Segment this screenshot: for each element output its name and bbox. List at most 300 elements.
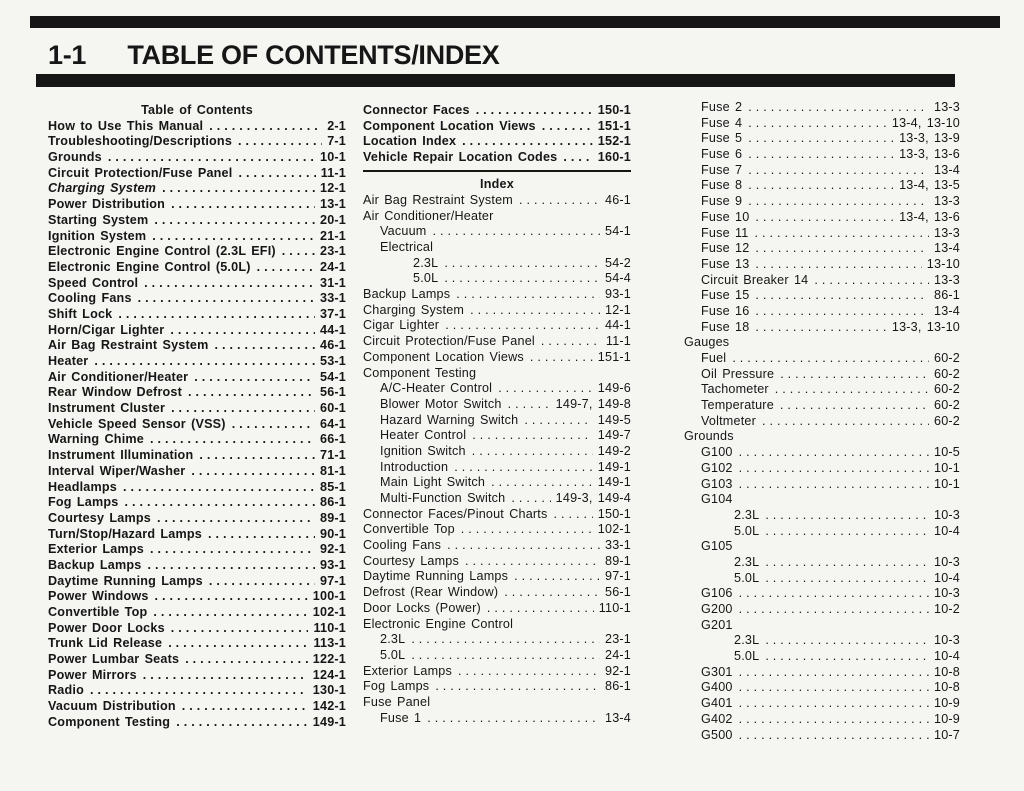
dot-leader	[732, 351, 929, 367]
entry-page: 93-1	[319, 557, 346, 572]
entry-label: Backup Lamps	[48, 557, 142, 572]
entry-label: G106	[701, 586, 733, 601]
entry-page: 13-4	[604, 710, 631, 725]
entry-page: 54-2	[604, 255, 631, 270]
entry-page: 149-1	[597, 459, 631, 474]
entry-label: Instrument Cluster	[48, 401, 166, 416]
dot-leader	[739, 665, 929, 681]
toc-entry	[48, 166, 346, 182]
dot-leader	[739, 728, 929, 744]
toc-entry	[363, 428, 631, 444]
toc-entry	[684, 680, 960, 696]
toc-entry	[684, 602, 960, 618]
toc-entry	[48, 213, 346, 229]
entry-label: A/C-Heater Control	[380, 381, 493, 396]
entry-label: Headlamps	[48, 479, 117, 494]
entry-page: 13-3, 13-9	[899, 131, 960, 146]
dot-leader	[530, 350, 593, 366]
toc-entry	[684, 241, 960, 257]
toc-list	[48, 119, 346, 731]
entry-label: 2.3L	[734, 554, 760, 569]
entry-label: Heater Control	[380, 428, 467, 443]
entry-label: Heater	[48, 354, 89, 368]
entry-label: G102	[701, 460, 733, 475]
toc-entry	[48, 605, 346, 621]
toc-entry	[684, 116, 960, 132]
entry-label: Component Testing	[363, 365, 477, 380]
entry-label: Introduction	[380, 459, 449, 474]
entry-label: Circuit Protection/Fuse Panel	[48, 165, 233, 180]
entry-label: Multi-Function Switch	[380, 491, 506, 505]
toc-entry	[363, 150, 631, 166]
entry-label: Radio	[48, 683, 84, 698]
entry-label: Fuse 9	[701, 194, 743, 209]
dot-leader	[476, 103, 593, 119]
toc-entry	[684, 696, 960, 712]
entry-page: 149-6	[597, 381, 631, 396]
entry-page: 13-3	[933, 225, 960, 240]
entry-page: 110-1	[598, 600, 631, 615]
dot-leader	[739, 477, 929, 493]
dot-leader	[775, 382, 929, 398]
toc-entry	[48, 448, 346, 464]
toc-entry	[684, 257, 960, 273]
entry-label: Connector Faces	[363, 103, 470, 117]
entry-label: Courtesy Lamps	[363, 553, 459, 568]
dot-leader	[214, 338, 315, 354]
dot-leader	[282, 244, 315, 260]
entry-page: 11-1	[605, 334, 631, 349]
entry-label: Fuse 18	[701, 319, 750, 334]
toc-entry	[48, 150, 346, 166]
toc-entry	[684, 194, 960, 210]
index-list	[363, 193, 631, 726]
entry-page: 13-4	[933, 303, 960, 318]
entry-page: 81-1	[319, 463, 346, 478]
entry-page: 113-1	[313, 636, 346, 651]
dot-leader	[182, 699, 308, 715]
index-list-continued	[684, 100, 960, 743]
dot-leader	[472, 428, 593, 444]
entry-label: 2.3L	[413, 255, 439, 270]
toc-entry	[363, 366, 631, 382]
entry-page: 10-5	[933, 445, 960, 460]
entry-page: 89-1	[319, 510, 346, 525]
entry-page: 10-1	[933, 476, 960, 491]
dot-leader	[209, 119, 322, 135]
entry-page: 150-1	[597, 506, 631, 521]
entry-label: Fuse 6	[701, 147, 743, 162]
toc-entry	[684, 728, 960, 744]
entry-label: G103	[701, 476, 733, 491]
toc-entry	[684, 555, 960, 571]
toc-entry	[48, 621, 346, 637]
dot-leader	[143, 668, 308, 684]
entry-label: Horn/Cigar Lighter	[48, 322, 165, 337]
toc-entry	[684, 351, 960, 367]
toc-entry	[48, 464, 346, 480]
entry-page: 160-1	[597, 150, 631, 165]
dot-leader	[754, 226, 929, 242]
toc-entry	[48, 652, 346, 668]
toc-entry	[684, 398, 960, 414]
dot-leader	[765, 633, 929, 649]
toc-entry	[363, 224, 631, 240]
toc-entry	[48, 370, 346, 386]
entry-label: Charging System	[48, 181, 157, 196]
entry-page: 64-1	[319, 416, 346, 431]
entry-label: Fuse 10	[701, 209, 750, 224]
dot-leader	[138, 291, 315, 307]
dot-leader	[456, 287, 600, 303]
dot-leader	[470, 303, 600, 319]
entry-label: Exterior Lamps	[48, 542, 144, 557]
entry-label: Defrost (Rear Window)	[363, 585, 499, 600]
entry-label: Fog Lamps	[48, 495, 119, 510]
entry-label: 5.0L	[413, 271, 439, 286]
dot-leader	[739, 680, 929, 696]
toc-entry	[684, 712, 960, 728]
dot-leader	[458, 664, 600, 680]
entry-page: 10-4	[933, 570, 960, 585]
toc-entry	[363, 103, 631, 119]
entry-page: 152-1	[597, 134, 631, 149]
toc-entry	[48, 181, 346, 197]
toc-entry	[48, 197, 346, 213]
entry-page: 13-3	[933, 194, 960, 209]
dot-leader	[498, 381, 593, 397]
entry-label: Circuit Breaker 14	[701, 272, 809, 287]
toc-entry	[363, 413, 631, 429]
entry-label: Component Testing	[48, 714, 171, 729]
toc-entry	[363, 475, 631, 491]
entry-page: 46-1	[604, 192, 631, 207]
section-divider	[363, 170, 631, 173]
entry-page: 60-2	[933, 398, 960, 413]
entry-label: Warning Chime	[48, 432, 144, 447]
entry-label: G100	[701, 445, 733, 460]
entry-label: Instrument Illumination	[48, 448, 194, 463]
entry-label: 5.0L	[734, 523, 760, 538]
toc-entry	[363, 334, 631, 350]
dot-leader	[504, 585, 600, 601]
dot-leader	[739, 461, 929, 477]
toc-entry	[48, 134, 346, 150]
entry-label: Electrical	[380, 240, 434, 254]
toc-entry	[684, 382, 960, 398]
toc-entry	[48, 715, 346, 731]
entry-page: 24-1	[604, 647, 631, 662]
entry-page: 97-1	[319, 573, 346, 588]
toc-entry	[684, 273, 960, 289]
entry-label: Grounds	[48, 150, 102, 165]
entry-label: Air Conditioner/Heater	[48, 369, 189, 384]
toc-entry	[684, 100, 960, 116]
entry-label: G105	[701, 539, 733, 554]
entry-label: Backup Lamps	[363, 287, 451, 302]
dot-leader	[411, 632, 600, 648]
entry-label: G201	[701, 617, 733, 632]
entry-page: 124-1	[312, 667, 346, 682]
toc-entry	[684, 210, 960, 226]
entry-page: 44-1	[319, 322, 346, 337]
dot-leader	[765, 649, 929, 665]
entry-page: 149-1	[312, 714, 346, 729]
entry-page: 44-1	[604, 318, 631, 333]
entry-page: 13-10	[926, 256, 960, 271]
entry-label: Fuse Panel	[363, 694, 431, 709]
toc-entry	[363, 193, 631, 209]
toc-entry	[684, 288, 960, 304]
entry-page: 54-4	[604, 271, 631, 286]
toc-entry	[48, 668, 346, 684]
dot-leader	[765, 508, 929, 524]
toc-entry	[48, 542, 346, 558]
dot-leader	[780, 367, 929, 383]
entry-page: 10-4	[933, 649, 960, 664]
toc-entry	[363, 664, 631, 680]
entry-page: 149-3, 149-4	[555, 491, 631, 505]
dot-leader	[118, 307, 315, 323]
toc-entry	[363, 711, 631, 727]
entry-label: Fuse 16	[701, 303, 750, 318]
entry-label: Fuse 5	[701, 131, 743, 146]
toc-entry	[363, 350, 631, 366]
toc-entry	[48, 480, 346, 496]
toc-entry	[684, 335, 960, 351]
entry-label: Fuse 2	[701, 100, 743, 114]
page-header	[48, 41, 499, 69]
toc-entry	[684, 539, 960, 555]
toc-entry	[684, 367, 960, 383]
entry-label: Power Lumbar Seats	[48, 652, 180, 667]
entry-label: Ignition System	[48, 228, 147, 243]
toc-entry	[684, 178, 960, 194]
entry-label: Gauges	[684, 335, 730, 350]
entry-label: G500	[701, 727, 733, 742]
dot-leader	[168, 636, 308, 652]
entry-page: 23-1	[604, 632, 631, 647]
toc-entry	[363, 460, 631, 476]
toc-entry	[363, 522, 631, 538]
entry-page: 10-1	[319, 150, 346, 165]
entry-page: 130-1	[312, 683, 346, 698]
toc-entry	[363, 271, 631, 287]
entry-page: 86-1	[604, 679, 631, 694]
dot-leader	[739, 696, 929, 712]
entry-page: 149-7	[597, 428, 631, 443]
entry-page: 92-1	[319, 542, 346, 557]
entry-page: 149-5	[597, 412, 631, 427]
dot-leader	[199, 448, 315, 464]
entry-label: Air Conditioner/Heater	[363, 208, 494, 223]
dot-leader	[90, 683, 308, 699]
entry-page: 13-4, 13-5	[899, 178, 960, 193]
entry-page: 10-1	[933, 460, 960, 475]
dot-leader	[462, 134, 593, 150]
entry-label: Trunk Lid Release	[48, 636, 163, 651]
entry-page: 151-1	[597, 118, 631, 133]
entry-page: 142-1	[312, 699, 346, 714]
entry-page: 7-1	[327, 134, 346, 149]
dot-leader	[444, 256, 600, 272]
entry-page: 150-1	[597, 103, 631, 117]
entry-label: Fuse 1	[380, 710, 422, 725]
entry-page: 92-1	[604, 663, 631, 678]
entry-label: Cooling Fans	[363, 538, 442, 553]
dot-leader	[257, 260, 315, 276]
index-column-3	[684, 100, 960, 743]
toc-entry	[684, 508, 960, 524]
dot-leader	[444, 271, 600, 287]
entry-label: Vacuum	[380, 224, 427, 239]
dot-leader	[171, 621, 309, 637]
entry-label: Voltmeter	[701, 413, 756, 428]
dot-leader	[748, 100, 929, 116]
entry-label: Convertible Top	[48, 605, 148, 619]
dot-leader	[755, 257, 921, 273]
entry-label: Courtesy Lamps	[48, 510, 151, 525]
dot-leader	[762, 414, 929, 430]
toc-entry	[48, 338, 346, 354]
toc-entry	[48, 291, 346, 307]
toc-entry	[684, 524, 960, 540]
dot-leader	[157, 511, 315, 527]
dot-leader	[765, 555, 929, 571]
entry-label: Blower Motor Switch	[380, 396, 502, 411]
entry-page: 10-7	[933, 727, 960, 742]
toc-entry	[48, 119, 346, 135]
toc-entry	[363, 119, 631, 135]
dot-leader	[108, 150, 315, 166]
toc-entry	[684, 414, 960, 430]
toc-column-1	[48, 103, 346, 731]
entry-page: 86-1	[933, 288, 960, 303]
entry-label: Component Location Views	[363, 349, 524, 364]
dot-leader	[153, 605, 307, 621]
entry-page: 13-4	[933, 241, 960, 256]
entry-label: G401	[701, 696, 733, 711]
dot-leader	[94, 354, 315, 370]
dot-leader	[150, 432, 315, 448]
toc-entry	[684, 226, 960, 242]
dot-leader	[780, 398, 929, 414]
toc-entry	[684, 633, 960, 649]
entry-page: 13-3	[933, 100, 960, 114]
dot-leader	[511, 491, 550, 507]
entry-page: 13-3	[933, 272, 960, 287]
dot-leader	[238, 166, 315, 182]
entry-label: Electronic Engine Control (5.0L)	[48, 259, 251, 274]
index-heading: Index	[480, 177, 514, 192]
entry-page: 10-8	[933, 664, 960, 679]
entry-label: Temperature	[701, 398, 774, 413]
entry-page: 11-1	[320, 165, 346, 180]
entry-label: G400	[701, 680, 733, 695]
toc-entry	[684, 320, 960, 336]
dot-leader	[454, 460, 593, 476]
dot-leader	[155, 589, 308, 605]
entry-label: Electronic Engine Control (2.3L EFI)	[48, 244, 276, 259]
dot-leader	[432, 224, 600, 240]
entry-page: 53-1	[319, 354, 346, 368]
dot-leader	[765, 524, 929, 540]
dot-leader	[170, 323, 315, 339]
toc-entry	[684, 477, 960, 493]
entry-page: 10-9	[933, 696, 960, 711]
entry-page: 31-1	[319, 275, 346, 290]
entry-page: 151-1	[597, 349, 631, 364]
dot-leader	[445, 318, 600, 334]
toc-entry	[684, 131, 960, 147]
dot-leader	[472, 444, 593, 460]
entry-page: 60-2	[933, 382, 960, 397]
dot-leader	[755, 288, 929, 304]
dot-leader	[748, 116, 887, 132]
entry-page: 56-1	[604, 585, 631, 600]
dot-leader	[755, 304, 929, 320]
dot-leader	[739, 602, 929, 618]
toc-entry	[363, 256, 631, 272]
entry-label: Rear Window Defrost	[48, 385, 183, 400]
page-title: TABLE OF CONTENTS/INDEX	[127, 40, 500, 70]
entry-page: 13-1	[319, 197, 346, 212]
dot-leader	[755, 241, 929, 257]
entry-label: How to Use This Manual	[48, 118, 204, 133]
dot-leader	[152, 229, 315, 245]
title-rule	[36, 74, 955, 87]
dot-leader	[755, 320, 886, 336]
section-number: 1-1	[48, 40, 87, 70]
dot-leader	[124, 495, 315, 511]
toc-entry	[363, 601, 631, 617]
entry-label: Exterior Lamps	[363, 663, 452, 678]
entry-label: Fuse 13	[701, 256, 750, 271]
toc-list-continued	[363, 103, 631, 166]
entry-page: 33-1	[604, 538, 631, 553]
entry-label: Grounds	[684, 429, 734, 444]
entry-label: Starting System	[48, 212, 149, 227]
entry-label: Fuse 15	[701, 288, 750, 303]
entry-page: 33-1	[319, 291, 346, 306]
toc-entry	[48, 323, 346, 339]
entry-label: Power Windows	[48, 589, 149, 604]
toc-entry	[684, 618, 960, 634]
entry-label: Fuse 11	[701, 225, 749, 240]
toc-entry	[48, 244, 346, 260]
entry-label: Power Mirrors	[48, 667, 137, 682]
toc-entry	[363, 648, 631, 664]
entry-label: Daytime Running Lamps	[48, 573, 203, 588]
entry-page: 10-2	[933, 602, 960, 616]
toc-entry	[48, 354, 346, 370]
dot-leader	[162, 181, 315, 197]
entry-label: Turn/Stop/Hazard Lamps	[48, 526, 203, 541]
entry-page: 102-1	[312, 605, 346, 619]
entry-label: Fog Lamps	[363, 679, 430, 694]
entry-label: Fuse 4	[701, 115, 743, 130]
entry-label: 2.3L	[734, 633, 760, 648]
toc-entry	[48, 558, 346, 574]
dot-leader	[171, 401, 315, 417]
entry-label: Convertible Top	[363, 522, 455, 537]
entry-label: Vehicle Speed Sensor (VSS)	[48, 416, 226, 431]
toc-entry	[48, 401, 346, 417]
entry-label: G200	[701, 602, 733, 616]
dot-leader	[739, 586, 929, 602]
entry-page: 23-1	[319, 244, 346, 259]
entry-label: Troubleshooting/Descriptions	[48, 134, 233, 149]
